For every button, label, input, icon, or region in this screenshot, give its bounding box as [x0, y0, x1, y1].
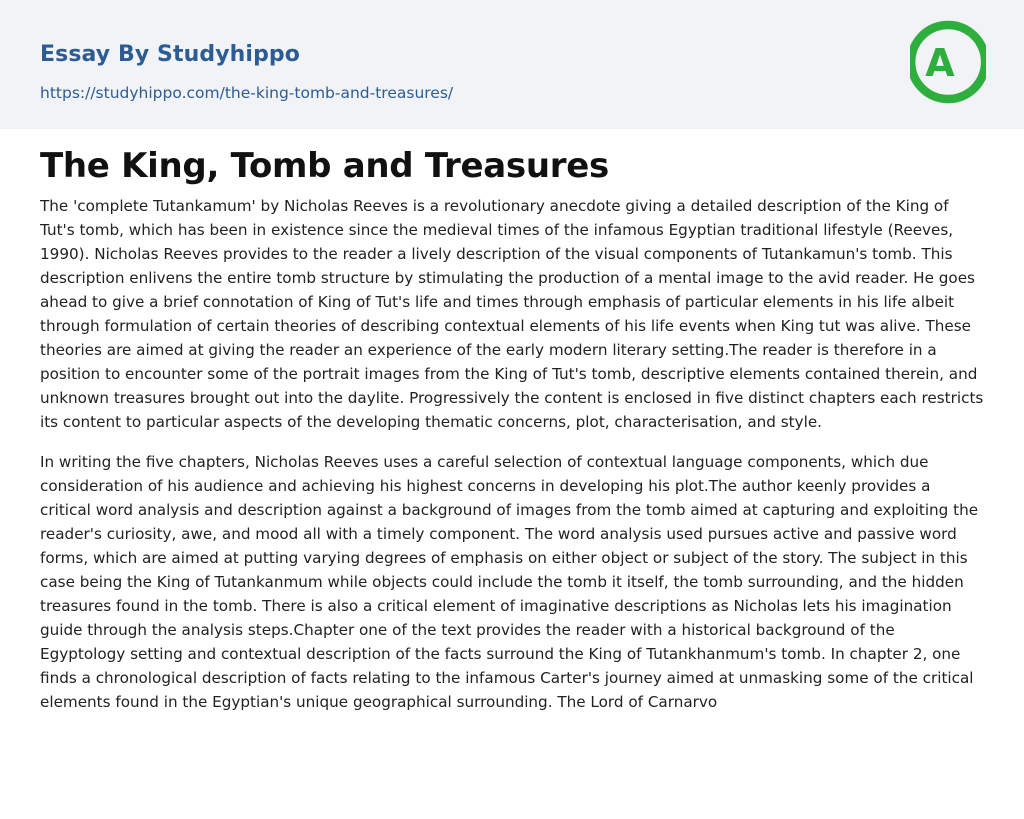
studyhippo-logo-icon[interactable] [910, 19, 986, 105]
site-brand[interactable]: Essay By Studyhippo [40, 42, 300, 67]
site-header [0, 0, 1024, 129]
article-paragraph-2: In writing the five chapters, Nicholas Reeves uses a careful selection of contextual language components, which due consideration of his audience and achieving his highest concerns in developing his plot.The author keenly provides a critical word analysis and description against a background of images from the tomb aimed at capturing and exploiting the reader's curiosity, awe, and mood all with a timely component. The word analysis used pursues active and passive word forms, which are aimed at putting varying degrees of emphasis on either object or subject of the story. The subject in this case being the King of Tutankanmum while objects could include the tomb it itself, the tomb surrounding, and the hidden treasures found in the tomb. There is also a critical element of imaginative descriptions as Nicholas lets his imagination guide through the analysis steps.Chapter one of the text provides the reader with a historical background of the Egyptology setting and contextual description of the facts surround the King of Tutankhanmum's tomb. In chapter 2, one finds a chronological description of facts relating to the infamous Carter's journey aimed at unmasking some of the critical elements found in the Egyptian's unique geographical surrounding. The Lord of Carnarvo [40, 453, 979, 711]
article-paragraph-1: The 'complete Tutankamum' by Nicholas Reeves is a revolutionary anecdote giving a detailed description of the King of Tut's tomb, which has been in existence since the medieval times of the infamous Egyptian traditional lifestyle (Reeves, 1990). Nicholas Reeves provides to the reader a lively description of the visual components of Tutankamun's tomb. This description enlivens the entire tomb structure by stimulating the production of a mental image to the avid reader. He goes ahead to give a brief connotation of King of Tut's life and times through emphasis of particular elements in his life albeit through formulation of certain theories of describing contextual elements of his life events when King tut was alive. These theories are aimed at giving the reader an experience of the early modern literary setting.The reader is therefore in a position to encounter some of the portrait images from the King of Tut's tomb, descriptive elements contained therein, and unknown treasures brought out into the daylite. Progressively the content is enclosed in five distinct chapters each restricts its content to particular aspects of the developing thematic concerns, plot, characterisation, and style. [40, 197, 984, 431]
logo-letter: A [925, 41, 955, 85]
source-url-link[interactable]: https://studyhippo.com/the-king-tomb-and-treasures/ [40, 84, 454, 102]
article-title: The King, Tomb and Treasures [40, 146, 609, 186]
article-body [40, 194, 984, 730]
